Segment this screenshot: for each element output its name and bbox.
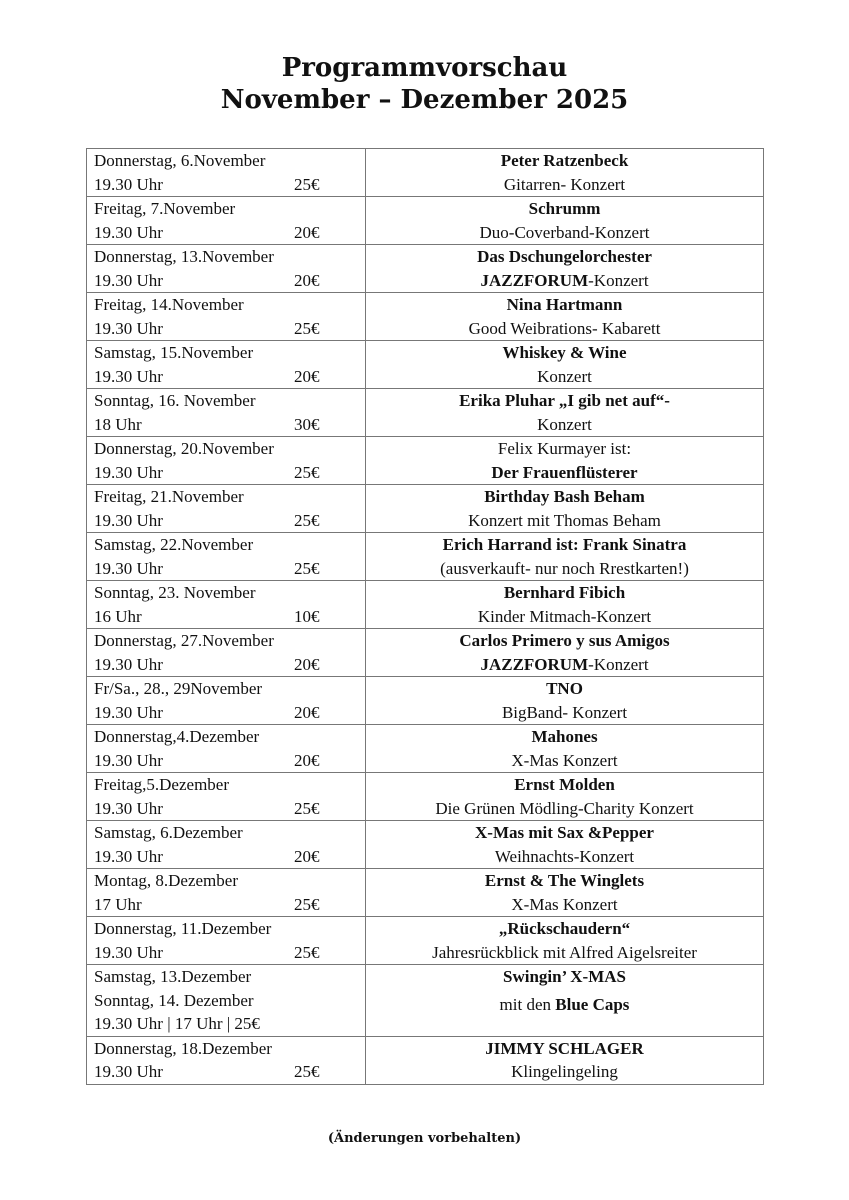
event-time-price bbox=[94, 221, 365, 245]
event-title: X-Mas mit Sax &Pepper bbox=[475, 823, 654, 842]
event-title: Erich Harrand ist: Frank Sinatra bbox=[442, 535, 687, 554]
event-date-cell bbox=[87, 677, 366, 725]
event-time: 19.30 Uhr bbox=[94, 270, 163, 290]
event-row bbox=[87, 533, 764, 581]
event-price: 20€ bbox=[294, 702, 320, 722]
event-title: Erika Pluhar „I gib net auf“- bbox=[459, 391, 670, 410]
event-time-price bbox=[94, 173, 365, 197]
event-date-cell bbox=[87, 341, 366, 389]
event-subtitle bbox=[366, 557, 763, 581]
event-price: 25€ bbox=[294, 462, 320, 482]
event-date: Donnerstag, 20.November bbox=[94, 439, 274, 458]
event-time: 19.30 Uhr bbox=[94, 366, 163, 386]
event-title: JIMMY SCHLAGER bbox=[485, 1038, 644, 1058]
event-date: Donnerstag, 13.November bbox=[94, 247, 274, 266]
event-title: Birthday Bash Beham bbox=[484, 487, 645, 506]
event-subtitle-text: Konzert mit Thomas Beham bbox=[468, 510, 661, 530]
event-info-cell bbox=[366, 533, 764, 581]
event-title: Ernst & The Winglets bbox=[484, 871, 645, 890]
event-row bbox=[87, 1036, 764, 1084]
event-row bbox=[87, 821, 764, 869]
event-date-cell bbox=[87, 389, 366, 437]
event-time-price bbox=[94, 509, 365, 533]
event-subtitle-bold: Blue Caps bbox=[555, 994, 630, 1014]
page-subtitle: November – Dezember 2025 bbox=[220, 85, 629, 115]
event-date: Samstag, 13.Dezember bbox=[94, 967, 252, 986]
event-subtitle-text: (ausverkauft- nur noch Rrestkarten!) bbox=[440, 558, 689, 578]
event-time: 17 Uhr bbox=[94, 894, 142, 914]
event-title: Mahones bbox=[531, 727, 598, 746]
event-info-cell bbox=[366, 917, 764, 965]
event-price: 10€ bbox=[294, 606, 320, 626]
event-price: 20€ bbox=[294, 222, 320, 242]
event-subtitle bbox=[366, 701, 763, 725]
event-subtitle bbox=[366, 509, 763, 533]
event-time-price bbox=[94, 605, 365, 629]
program-table bbox=[86, 148, 764, 1085]
event-price: 25€ bbox=[294, 510, 320, 530]
event-title: Peter Ratzenbeck bbox=[500, 151, 629, 170]
event-price: 20€ bbox=[294, 270, 320, 290]
event-time-price bbox=[94, 317, 365, 341]
event-date: Donnerstag, 18.Dezember bbox=[94, 1038, 272, 1058]
event-subtitle-text: Gitarren- Konzert bbox=[503, 174, 626, 194]
event-price: 20€ bbox=[294, 750, 320, 770]
event-info-cell bbox=[366, 149, 764, 197]
event-time-price bbox=[94, 701, 365, 725]
event-time: 19.30 Uhr bbox=[94, 462, 163, 482]
event-subtitle-text: X-Mas Konzert bbox=[511, 750, 618, 770]
event-subtitle-text: Duo-Coverband-Konzert bbox=[479, 222, 650, 242]
event-row bbox=[87, 245, 764, 293]
event-date: Samstag, 15.November bbox=[94, 343, 254, 362]
event-info-cell bbox=[366, 437, 764, 485]
event-time-price bbox=[94, 845, 365, 869]
event-price: 25€ bbox=[294, 1062, 320, 1081]
event-date: Samstag, 22.November bbox=[94, 535, 254, 554]
event-date-cell bbox=[87, 965, 366, 1037]
event-date-cell bbox=[87, 437, 366, 485]
event-time-price bbox=[94, 413, 365, 437]
event-date-cell bbox=[87, 197, 366, 245]
event-date-cell bbox=[87, 821, 366, 869]
event-date: Donnerstag, 6.November bbox=[94, 151, 266, 170]
event-price: 25€ bbox=[294, 942, 320, 962]
event-time-price: 19.30 Uhr | 17 Uhr | 25€ bbox=[94, 1014, 260, 1033]
event-date: Freitag, 7.November bbox=[94, 199, 236, 218]
event-info-cell bbox=[366, 821, 764, 869]
event-date: Sonntag, 23. November bbox=[94, 583, 256, 602]
event-subtitle bbox=[366, 605, 763, 629]
event-row bbox=[87, 485, 764, 533]
event-price: 25€ bbox=[294, 558, 320, 578]
event-subtitle bbox=[366, 221, 763, 245]
event-time: 16 Uhr bbox=[94, 606, 142, 626]
event-row bbox=[87, 773, 764, 821]
event-time: 19.30 Uhr bbox=[94, 558, 163, 578]
event-price: 25€ bbox=[294, 318, 320, 338]
event-subtitle-text: Good Weibrations- Kabarett bbox=[468, 318, 661, 338]
event-price: 30€ bbox=[294, 414, 320, 434]
event-title: TNO bbox=[546, 679, 583, 698]
event-time-price bbox=[94, 365, 365, 389]
event-row-special bbox=[87, 965, 764, 1037]
event-info-cell bbox=[366, 197, 764, 245]
event-date: Sonntag, 16. November bbox=[94, 391, 256, 410]
event-info-cell bbox=[366, 677, 764, 725]
event-info-cell bbox=[366, 869, 764, 917]
event-date-cell bbox=[87, 293, 366, 341]
event-title: Swingin’ X-MAS bbox=[503, 967, 626, 986]
event-subtitle-bold: Der Frauenflüsterer bbox=[491, 462, 638, 482]
event-subtitle bbox=[366, 941, 763, 965]
event-subtitle-text: Klingelingeling bbox=[511, 1062, 618, 1081]
event-subtitle bbox=[366, 845, 763, 869]
event-subtitle bbox=[366, 461, 763, 485]
event-row bbox=[87, 629, 764, 677]
event-subtitle-bold: JAZZFORUM bbox=[480, 270, 589, 290]
event-subtitle-bold: JAZZFORUM bbox=[480, 654, 589, 674]
event-title: Ernst Molden bbox=[514, 775, 615, 794]
event-time-price bbox=[94, 941, 365, 965]
event-date-cell bbox=[87, 581, 366, 629]
event-time: 19.30 Uhr bbox=[94, 174, 163, 194]
event-subtitle-text: -Konzert bbox=[588, 654, 649, 674]
event-subtitle bbox=[366, 269, 763, 293]
event-date-cell bbox=[87, 869, 366, 917]
event-subtitle-text: Konzert bbox=[537, 414, 592, 434]
event-title: Das Dschungelorchester bbox=[477, 247, 652, 266]
event-time: 19.30 Uhr bbox=[94, 750, 163, 770]
event-row bbox=[87, 437, 764, 485]
event-date: Freitag,5.Dezember bbox=[94, 775, 229, 794]
event-subtitle bbox=[366, 653, 763, 677]
event-date-cell bbox=[87, 533, 366, 581]
event-row bbox=[87, 149, 764, 197]
event-time-price bbox=[94, 749, 365, 773]
event-subtitle bbox=[366, 413, 763, 437]
event-time: 18 Uhr bbox=[94, 414, 142, 434]
event-date-cell bbox=[87, 629, 366, 677]
event-time-price bbox=[94, 557, 365, 581]
event-date: Freitag, 21.November bbox=[94, 487, 244, 506]
event-time: 19.30 Uhr bbox=[94, 942, 163, 962]
event-subtitle bbox=[366, 797, 763, 821]
event-date: Donnerstag, 27.November bbox=[94, 631, 274, 650]
event-price: 25€ bbox=[294, 174, 320, 194]
event-row bbox=[87, 677, 764, 725]
event-info-cell bbox=[366, 581, 764, 629]
event-date: Freitag, 14.November bbox=[94, 295, 244, 314]
event-time: 19.30 Uhr bbox=[94, 702, 163, 722]
event-time-price bbox=[94, 893, 365, 917]
event-time: 19.30 Uhr bbox=[94, 846, 163, 866]
event-title: Carlos Primero y sus Amigos bbox=[459, 631, 670, 650]
event-time-price bbox=[94, 269, 365, 293]
event-time: 19.30 Uhr bbox=[94, 510, 163, 530]
event-info-cell bbox=[366, 485, 764, 533]
event-date-cell bbox=[87, 725, 366, 773]
event-subtitle-text: Kinder Mitmach-Konzert bbox=[477, 606, 652, 626]
event-price: 20€ bbox=[294, 846, 320, 866]
event-row bbox=[87, 725, 764, 773]
event-time: 19.30 Uhr bbox=[94, 654, 163, 674]
event-date-cell bbox=[87, 485, 366, 533]
event-info-cell bbox=[366, 389, 764, 437]
event-title: Schrumm bbox=[528, 199, 601, 218]
event-price: 20€ bbox=[294, 366, 320, 386]
event-price: 20€ bbox=[294, 654, 320, 674]
event-subtitle bbox=[366, 317, 763, 341]
event-subtitle bbox=[366, 1060, 763, 1084]
event-title: Bernhard Fibich bbox=[503, 583, 626, 602]
event-date-cell bbox=[87, 149, 366, 197]
event-subtitle-text: BigBand- Konzert bbox=[501, 702, 628, 722]
event-row bbox=[87, 869, 764, 917]
event-date: Donnerstag, 11.Dezember bbox=[94, 919, 272, 938]
event-price: 25€ bbox=[294, 894, 320, 914]
event-subtitle-text: mit den bbox=[499, 994, 556, 1014]
event-subtitle-text: Jahresrückblick mit Alfred Aigelsreiter bbox=[432, 942, 697, 962]
event-row bbox=[87, 341, 764, 389]
event-subtitle-text: Konzert bbox=[537, 366, 592, 386]
event-date: Montag, 8.Dezember bbox=[94, 871, 238, 890]
event-row bbox=[87, 389, 764, 437]
event-subtitle bbox=[366, 173, 763, 197]
event-date-cell bbox=[87, 773, 366, 821]
event-row bbox=[87, 917, 764, 965]
event-subtitle-text: -Konzert bbox=[588, 270, 649, 290]
event-time-price bbox=[94, 797, 365, 821]
event-subtitle bbox=[366, 993, 763, 1017]
event-date-cell bbox=[87, 1036, 366, 1084]
event-info-cell bbox=[366, 293, 764, 341]
event-subtitle bbox=[366, 365, 763, 389]
event-time-price bbox=[94, 1060, 365, 1084]
event-date-cell bbox=[87, 917, 366, 965]
event-subtitle-text: Weihnachts-Konzert bbox=[494, 846, 635, 866]
event-info-cell bbox=[366, 629, 764, 677]
event-date-cell bbox=[87, 245, 366, 293]
event-date: Fr/Sa., 28., 29November bbox=[94, 679, 263, 698]
event-row bbox=[87, 197, 764, 245]
footer-note: (Änderungen vorbehalten) bbox=[327, 1131, 522, 1146]
page-title: Programmvorschau bbox=[281, 53, 568, 83]
event-time: 19.30 Uhr bbox=[94, 1062, 163, 1081]
event-date: Donnerstag,4.Dezember bbox=[94, 727, 260, 746]
event-info-cell bbox=[366, 245, 764, 293]
event-time-price bbox=[94, 653, 365, 677]
event-time: 19.30 Uhr bbox=[94, 798, 163, 818]
event-subtitle bbox=[366, 893, 763, 917]
event-title: Nina Hartmann bbox=[506, 295, 623, 314]
event-title: Felix Kurmayer ist: bbox=[497, 439, 632, 458]
event-title: Whiskey & Wine bbox=[502, 343, 627, 362]
event-date: Samstag, 6.Dezember bbox=[94, 823, 243, 842]
event-time: 19.30 Uhr bbox=[94, 318, 163, 338]
event-date: Sonntag, 14. Dezember bbox=[94, 990, 254, 1010]
event-time-price bbox=[94, 461, 365, 485]
event-row bbox=[87, 293, 764, 341]
event-info-cell bbox=[366, 965, 764, 1037]
event-info-cell bbox=[366, 725, 764, 773]
event-subtitle-text: Die Grünen Mödling-Charity Konzert bbox=[435, 798, 694, 818]
event-info-cell bbox=[366, 1036, 764, 1084]
event-time: 19.30 Uhr bbox=[94, 222, 163, 242]
event-subtitle bbox=[366, 749, 763, 773]
event-info-cell bbox=[366, 341, 764, 389]
event-info-cell bbox=[366, 773, 764, 821]
event-subtitle-text: X-Mas Konzert bbox=[511, 894, 618, 914]
event-price: 25€ bbox=[294, 798, 320, 818]
event-title: „Rückschaudern“ bbox=[498, 919, 631, 938]
event-row bbox=[87, 581, 764, 629]
